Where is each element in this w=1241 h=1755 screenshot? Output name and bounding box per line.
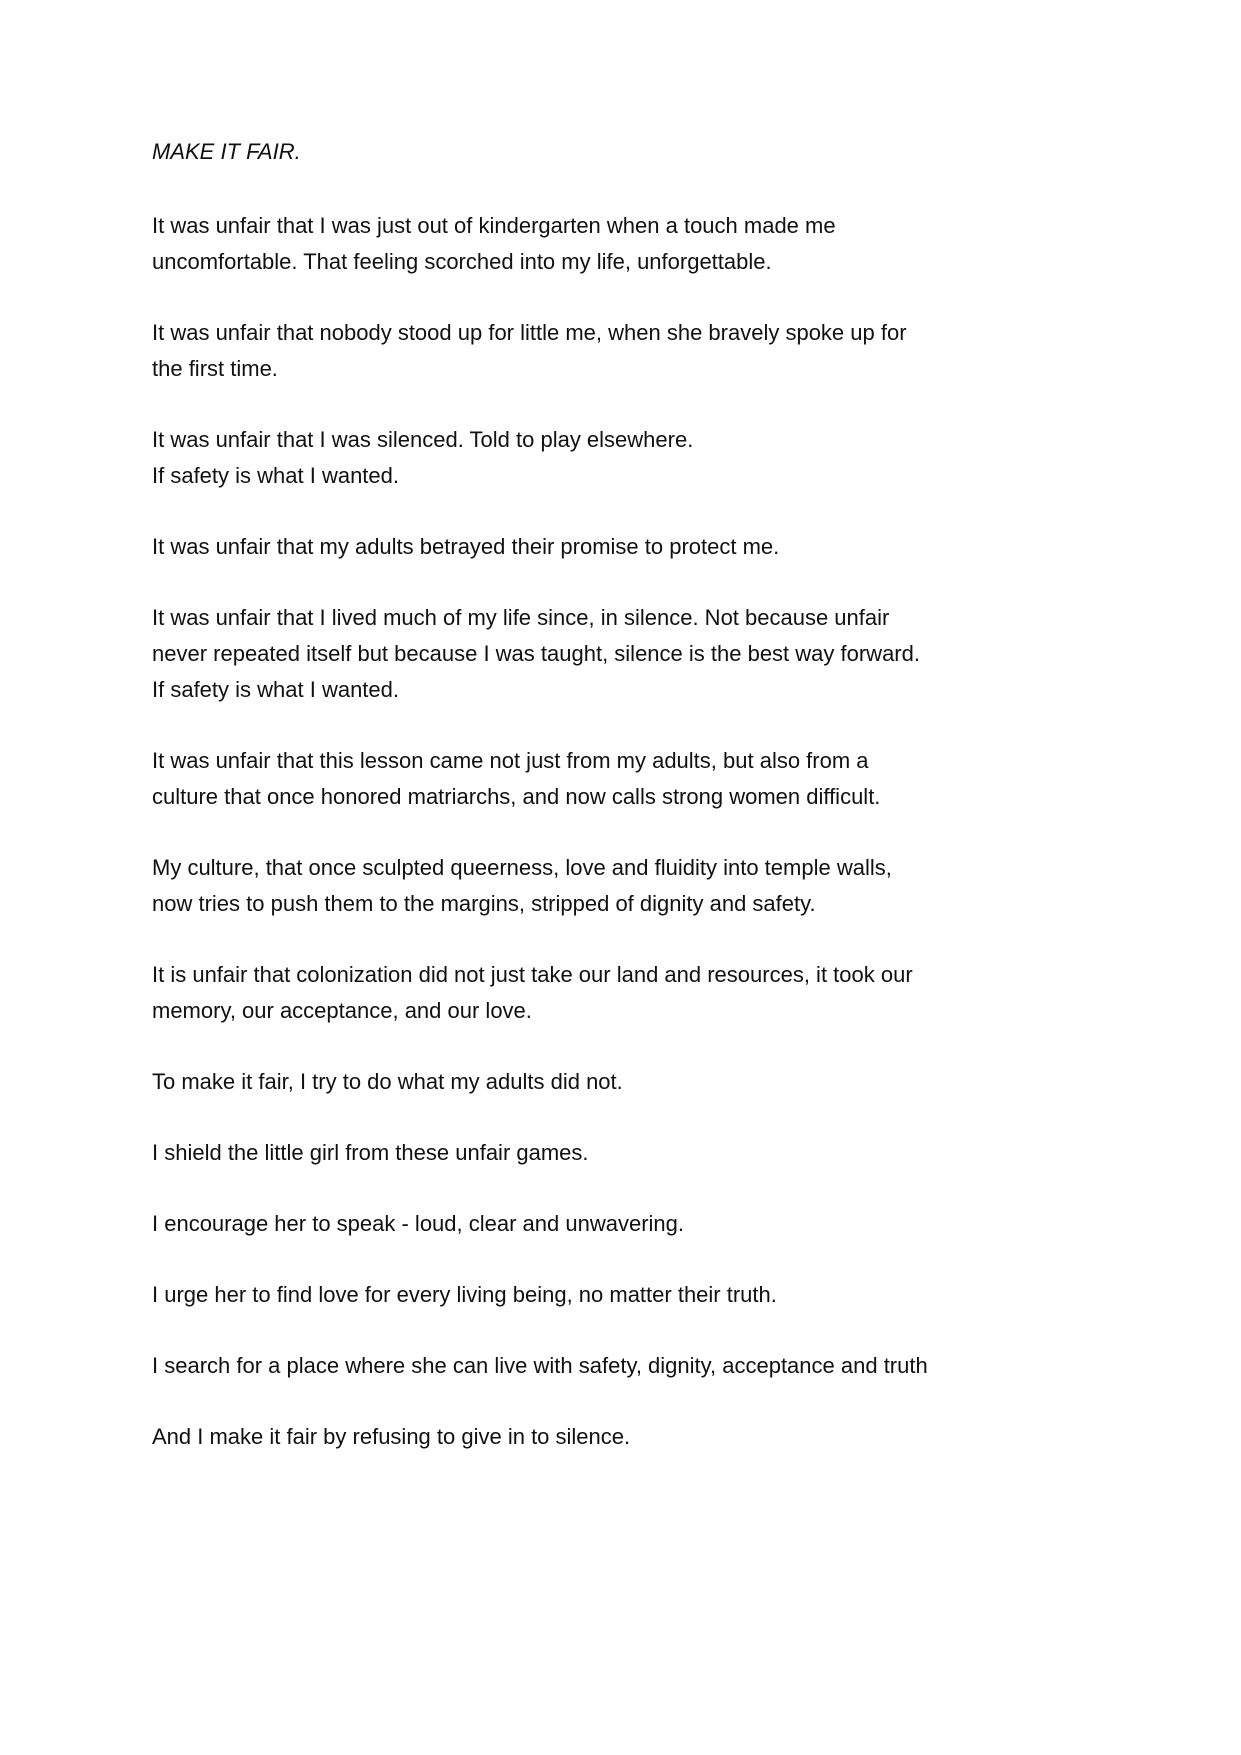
- paragraph: [152, 529, 928, 565]
- paragraph-line: I search for a place where she can live with safety, dignity, acceptance and truth: [152, 1353, 928, 1378]
- paragraph-line: My culture, that once sculpted queerness, love and fluidity into temple walls,: [152, 855, 892, 880]
- paragraph-line: It was unfair that my adults betrayed their promise to protect me.: [152, 534, 780, 559]
- paragraph-line: It was unfair that nobody stood up for little me, when she bravely spoke up for: [152, 320, 907, 345]
- paragraph-line: the first time.: [152, 356, 278, 381]
- paragraph: [152, 1348, 928, 1384]
- paragraph: [152, 1064, 928, 1100]
- paragraph-line: And I make it fair by refusing to give in to silence.: [152, 1424, 631, 1449]
- paragraph: [152, 743, 928, 815]
- paragraph: [152, 1277, 928, 1313]
- paragraph: [152, 1206, 928, 1242]
- paragraph-line: I shield the little girl from these unfair games.: [152, 1140, 589, 1165]
- paragraph-line: culture that once honored matriarchs, and now calls strong women difficult.: [152, 784, 881, 809]
- paragraph: [152, 422, 928, 494]
- paragraph: [152, 1135, 928, 1171]
- paragraph: [152, 1419, 928, 1455]
- paragraph-line: It was unfair that this lesson came not just from my adults, but also from a: [152, 748, 869, 773]
- paragraph-line: I encourage her to speak - loud, clear and unwavering.: [152, 1211, 684, 1236]
- paragraph-line: never repeated itself but because I was taught, silence is the best way forward.: [152, 641, 920, 666]
- document-body: [152, 208, 928, 1455]
- paragraph: [152, 850, 928, 922]
- paragraph-line: I urge her to find love for every living being, no matter their truth.: [152, 1282, 777, 1307]
- paragraph-line: If safety is what I wanted.: [152, 677, 400, 702]
- paragraph: [152, 600, 928, 708]
- paragraph-line: now tries to push them to the margins, stripped of dignity and safety.: [152, 891, 816, 916]
- paragraph: [152, 315, 928, 387]
- paragraph-line: It was unfair that I lived much of my life since, in silence. Not because unfair: [152, 605, 890, 630]
- paragraph-line: If safety is what I wanted.: [152, 463, 400, 488]
- document-page: [152, 134, 928, 1490]
- paragraph-line: memory, our acceptance, and our love.: [152, 998, 532, 1023]
- paragraph-line: It was unfair that I was just out of kindergarten when a touch made me: [152, 213, 836, 238]
- paragraph-line: To make it fair, I try to do what my adults did not.: [152, 1069, 623, 1094]
- document-title: MAKE IT FAIR.: [152, 139, 301, 164]
- paragraph-line: It is unfair that colonization did not just take our land and resources, it took our: [152, 962, 913, 987]
- paragraph: [152, 957, 928, 1029]
- paragraph: [152, 208, 928, 280]
- paragraph-line: It was unfair that I was silenced. Told to play elsewhere.: [152, 427, 694, 452]
- paragraph-line: uncomfortable. That feeling scorched into my life, unforgettable.: [152, 249, 772, 274]
